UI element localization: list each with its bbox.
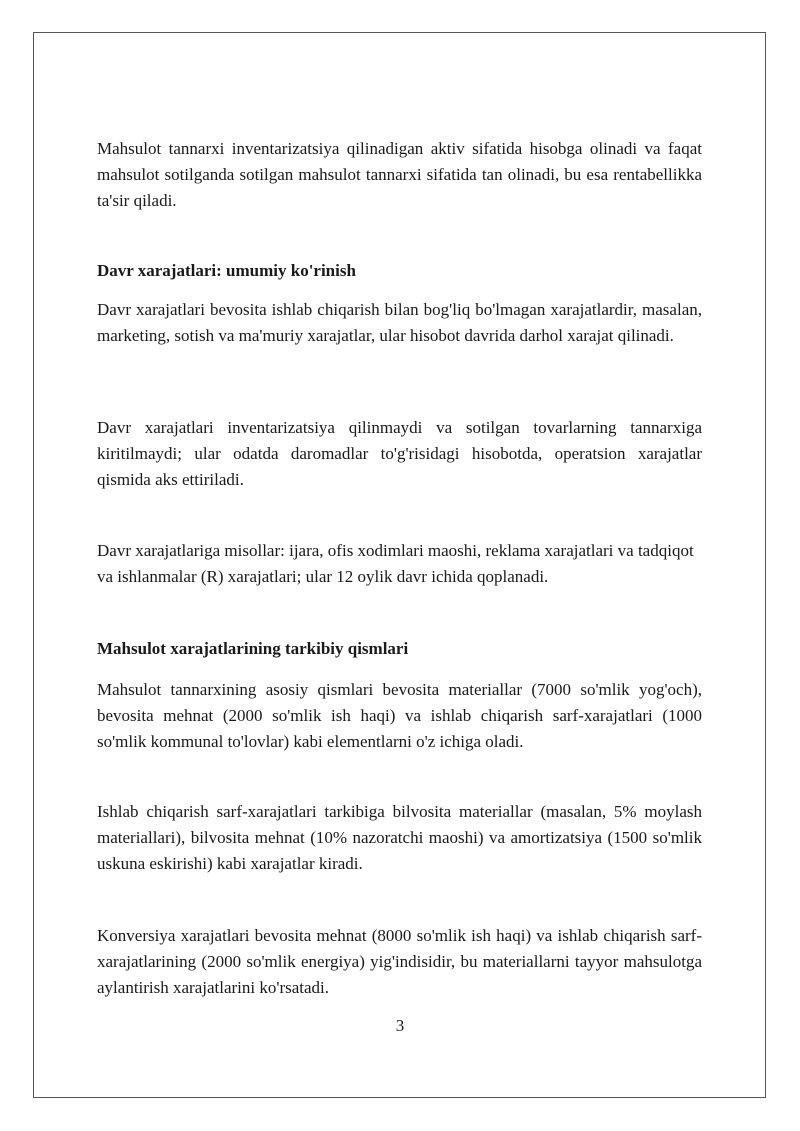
paragraph-period-costs-definition: Davr xarajatlari bevosita ishlab chiqarish bilan bog'liq bo'lmagan xarajatlardir, masalan, marketing, sotish va ma'muriy xarajatlar, ular hisobot davrida darhol xarajat qilinadi. bbox=[97, 300, 702, 345]
heading-period-costs: Davr xarajatlari: umumiy ko'rinish bbox=[97, 261, 356, 280]
paragraph-period-costs-examples: Davr xarajatlariga misollar: ijara, ofis xodimlari maoshi, reklama xarajatlari va tadqiqot va ishlanmalar (R) xarajatlari; ular 12 oylik davr ichida qoplanadi. bbox=[97, 541, 694, 586]
page-number: 3 bbox=[395, 1016, 405, 1035]
paragraph-manufacturing-overhead: Ishlab chiqarish sarf-xarajatlari tarkibiga bilvosita materiallar (masalan, 5% moylash materiallari), bilvosita mehnat (10% nazoratchi maoshi) va amortizatsiya (1500 so'mlik uskuna eskirishi) kabi xarajatlar kiradi. bbox=[97, 802, 702, 873]
paragraph-period-costs-reporting: Davr xarajatlari inventarizatsiya qilinmaydi va sotilgan tovarlarning tannarxiga kiritilmaydi; ular odatda daromadlar to'g'risidagi hisobotda, operatsion xarajatlar qismida aks ettiriladi. bbox=[97, 418, 702, 489]
heading-product-cost-components: Mahsulot xarajatlarining tarkibiy qismlari bbox=[97, 639, 409, 658]
paragraph-product-cost-elements: Mahsulot tannarxining asosiy qismlari bevosita materiallar (7000 so'mlik yog'och), bevosita mehnat (2000 so'mlik ish haqi) va ishlab chiqarish sarf-xarajatlari (1000 so'mlik kommunal to'lovlar) kabi elementlarni o'z ichiga oladi. bbox=[97, 680, 702, 751]
paragraph-inventory-cost: Mahsulot tannarxi inventarizatsiya qilinadigan aktiv sifatida hisobga olinadi va faqat mahsulot sotilganda sotilgan mahsulot tannarxi sifatida tan olinadi, bu esa rentabellikka ta'sir qiladi. bbox=[97, 139, 702, 210]
paragraph-conversion-costs: Konversiya xarajatlari bevosita mehnat (8000 so'mlik ish haqi) va ishlab chiqarish sarf-xarajatlarining (2000 so'mlik energiya) yig'indisidir, bu materiallarni tayyor mahsulotga aylantirish xarajatlarini ko'rsatadi. bbox=[97, 926, 702, 997]
